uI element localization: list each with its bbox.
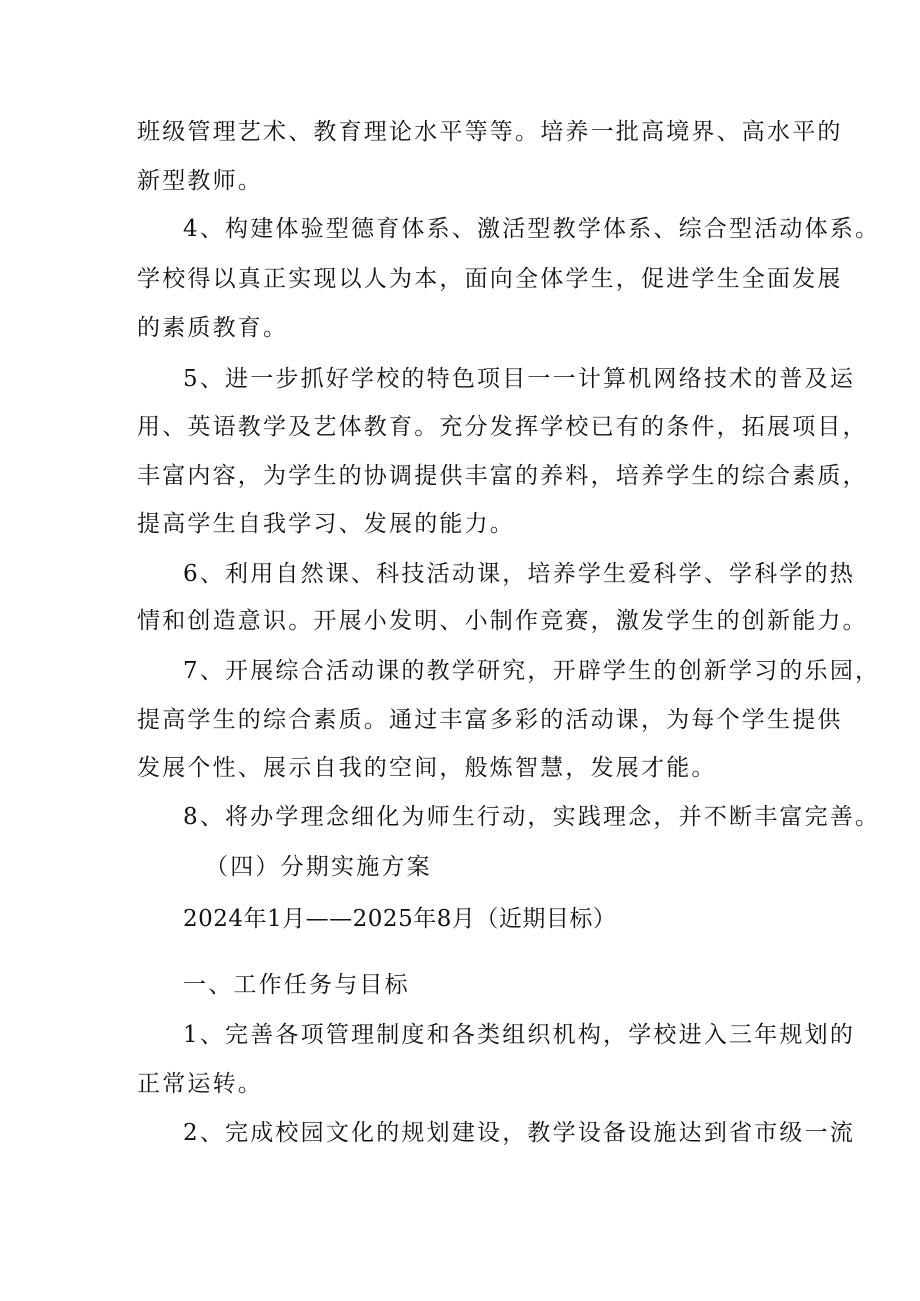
section-heading: 一、工作任务与目标 xyxy=(183,972,410,998)
text-line: 1、完善各项管理制度和各类组织机构，学校进入三年规划的 xyxy=(183,1022,856,1048)
text-line: 的素质教育。 xyxy=(137,315,289,341)
text-line: 7、开展综合活动课的教学研究，开辟学生的创新学习的乐园， xyxy=(183,658,881,684)
text-line: 6、利用自然课、科技活动课，培养学生爱科学、学科学的热 xyxy=(183,561,856,587)
text-line: 发展个性、展示自我的空间，般炼智慧，发展才能。 xyxy=(137,755,717,781)
text-line: 班级管理艺术、教育理论水平等等。培养一批高境界、高水平的 xyxy=(137,119,843,145)
date-range-line: 2024年1月——2025年8月（近期目标） xyxy=(183,906,617,932)
section-heading: （四）分期实施方案 xyxy=(205,854,432,880)
text-line: 情和创造意识。开展小发明、小制作竞赛，激发学生的创新能力。 xyxy=(137,608,868,634)
text-line: 5、进一步抓好学校的特色项目一一计算机网络技术的普及运 xyxy=(183,366,856,392)
text-line: 4、构建体验型德育体系、激活型教学体系、综合型活动体系。 xyxy=(183,216,881,242)
text-line: 提高学生自我学习、发展的能力。 xyxy=(137,511,515,537)
text-line: 8、将办学理念细化为师生行动，实践理念，并不断丰富完善。 xyxy=(183,804,881,830)
text-line: 正常运转。 xyxy=(137,1071,263,1097)
text-line: 2、完成校园文化的规划建设，教学设备设施达到省市级一流 xyxy=(183,1120,856,1146)
text-line: 新型教师。 xyxy=(137,168,263,194)
text-line: 提高学生的综合素质。通过丰富多彩的活动课，为每个学生提供 xyxy=(137,707,843,733)
text-line: 丰富内容，为学生的协调提供丰富的养料，培养学生的综合素质， xyxy=(137,463,868,489)
text-line: 用、英语教学及艺体教育。充分发挥学校已有的条件，拓展项目， xyxy=(137,414,868,440)
text-line: 学校得以真正实现以人为本，面向全体学生，促进学生全面发展 xyxy=(137,266,843,292)
